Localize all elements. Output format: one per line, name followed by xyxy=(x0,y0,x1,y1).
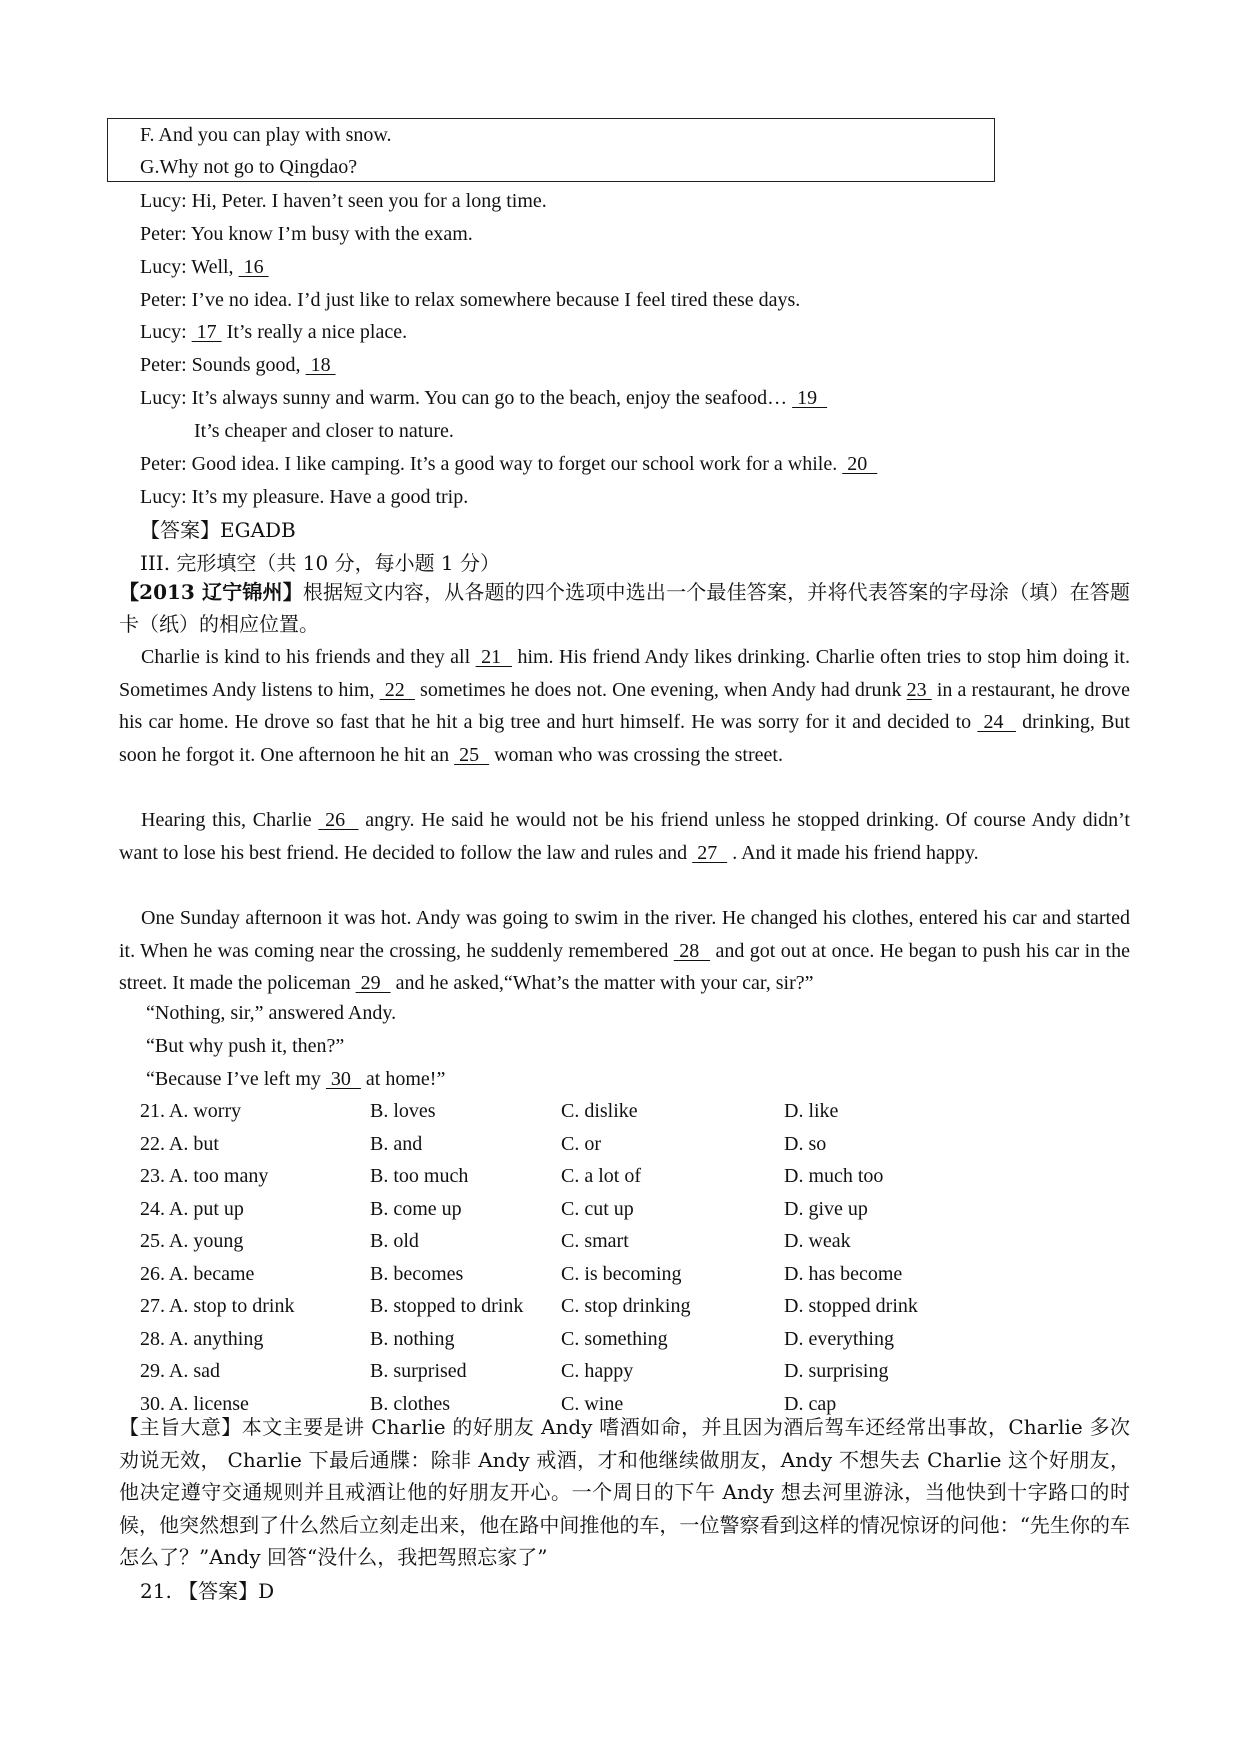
blank-22: 22 xyxy=(379,678,415,701)
passage-text: and he asked,“What’s the matter with your car, sir?” xyxy=(390,972,814,995)
dialogue-line xyxy=(140,451,877,477)
dialogue-line: Lucy: It’s my pleasure. Have a good trip. xyxy=(140,486,469,508)
option-25-d: D. weak xyxy=(784,1230,851,1252)
passage-text: sometimes he does not. One evening, when Andy had drunk xyxy=(414,678,907,701)
option-24-d: D. give up xyxy=(784,1197,868,1220)
instruction-paragraph xyxy=(119,576,1130,640)
box-line-g: G.Why not go to Qingdao? xyxy=(140,156,358,178)
section-title: III. 完形填空（共 10 分，每小题 1 分） xyxy=(140,551,501,575)
option-23-b: B. too much xyxy=(370,1165,469,1187)
option-30-c: C. wine xyxy=(561,1392,624,1415)
passage-text: One Sunday afternoon it was hot. Andy was going to swim in the river. He changed his clothes, entered his car and started it. When he was coming near the crossing, he suddenly remembered xyxy=(119,907,1130,962)
dialogue-line xyxy=(140,385,827,411)
blank-18: 18 xyxy=(305,354,336,376)
blank-16: 16 xyxy=(238,256,269,278)
passage-text: at home!” xyxy=(360,1068,446,1090)
instruction-text: 根据短文内容，从各题的四个选项中选出一个最佳答案，并将代表答案的字母涂（填）在答题卡（纸）的相应位置。 xyxy=(119,580,1130,636)
passage-text: Charlie is kind to his friends and they all xyxy=(141,646,476,668)
option-28-b: B. nothing xyxy=(370,1327,455,1350)
option-26-b: B. becomes xyxy=(370,1262,464,1285)
option-27-a: 27. A. stop to drink xyxy=(140,1295,295,1317)
option-22-d: D. so xyxy=(784,1132,827,1155)
option-26-c: C. is becoming xyxy=(561,1262,682,1285)
dialogue-line xyxy=(140,254,269,280)
passage-paragraph-2 xyxy=(119,804,1130,869)
answer-21: 21. 【答案】D xyxy=(140,1579,275,1603)
option-23-a: 23. A. too many xyxy=(140,1165,269,1187)
option-24-a: 24. A. put up xyxy=(140,1197,244,1220)
option-25-b: B. old xyxy=(370,1230,419,1252)
blank-21: 21 xyxy=(475,646,512,668)
passage-text: Hearing this, Charlie xyxy=(141,809,319,831)
blank-29: 29 xyxy=(355,972,391,995)
dialogue-text: Peter: Good idea. I like camping. It’s a good way to forget our school work for a while. xyxy=(140,453,838,475)
blank-27: 27 xyxy=(692,841,728,864)
option-27-c: C. stop drinking xyxy=(561,1295,691,1317)
dialogue-text: Lucy: xyxy=(140,321,187,343)
option-27-b: B. stopped to drink xyxy=(370,1295,524,1317)
dialogue-line: It’s cheaper and closer to nature. xyxy=(194,420,454,442)
option-26-a: 26. A. became xyxy=(140,1262,255,1285)
blank-26: 26 xyxy=(318,809,359,831)
dialogue-text: It’s really a nice place. xyxy=(221,321,408,343)
option-29-b: B. surprised xyxy=(370,1360,467,1382)
quote-line: “But why push it, then?” xyxy=(146,1035,345,1057)
option-22-b: B. and xyxy=(370,1132,423,1155)
option-24-b: B. come up xyxy=(370,1197,462,1220)
option-30-b: B. clothes xyxy=(370,1392,450,1415)
passage-text: “Because I’ve left my xyxy=(146,1068,326,1090)
passage-text: drinking, But soon he forgot it. One afternoon he hit an xyxy=(119,711,1130,766)
option-27-d: D. stopped drink xyxy=(784,1295,918,1317)
option-25-a: 25. A. young xyxy=(140,1230,244,1252)
dialogue-text: Peter: Sounds good, xyxy=(140,354,301,376)
passage-text: him. His friend Andy likes drinking. Charlie often tries to stop him doing it. Sometimes Andy listens to him, xyxy=(119,646,1130,701)
quote-line xyxy=(146,1066,445,1092)
option-23-c: C. a lot of xyxy=(561,1165,641,1187)
passage-text: woman who was crossing the street. xyxy=(489,743,783,766)
option-29-c: C. happy xyxy=(561,1360,634,1382)
option-26-d: D. has become xyxy=(784,1262,903,1285)
blank-20: 20 xyxy=(842,453,878,475)
passage-paragraph-3 xyxy=(119,902,1130,1000)
option-22-a: 22. A. but xyxy=(140,1132,219,1155)
option-28-c: C. something xyxy=(561,1327,668,1350)
blank-30: 30 xyxy=(325,1068,361,1090)
summary-text: 【主旨大意】本文主要是讲 Charlie 的好朋友 Andy 嗜酒如命，并且因为酒后驾车还经常出事故，Charlie 多次劝说无效， Charlie 下最后通牒：除非 Andy 戒酒，才和他继续做朋友，Andy 不想失去 Charlie 这个好朋友，他决定遵守交通规则并且戒酒让他的好朋友开心。一个周日的下午 Andy 想去河里游泳，当他快到十字路口的时候，他突然想到了什么然后立刻走出来，他在路中间推他的车，一位警察看到这样的情况惊讶的问他：“先生你的车怎么了？”Andy 回答“没什么，我把驾照忘家了” xyxy=(119,1415,1130,1569)
blank-24: 24 xyxy=(977,711,1016,734)
blank-19: 19 xyxy=(792,387,828,409)
passage-text: in a restaurant, he drove his car home. He drove so fast that he hit a big tree and hurt himself. He was sorry for it and decided to xyxy=(119,678,1131,734)
passage-paragraph-1 xyxy=(119,641,1130,771)
passage-text: and got out at once. He began to push his car in the street. It made the policeman xyxy=(119,939,1130,995)
blank-23: 23 xyxy=(906,678,932,701)
option-28-d: D. everything xyxy=(784,1327,894,1350)
option-30-d: D. cap xyxy=(784,1392,837,1415)
option-25-c: C. smart xyxy=(561,1230,629,1252)
option-21-d: D. like xyxy=(784,1100,839,1122)
option-23-d: D. much too xyxy=(784,1165,884,1187)
option-24-c: C. cut up xyxy=(561,1197,634,1220)
quote-line: “Nothing, sir,” answered Andy. xyxy=(146,1002,397,1024)
source-tag: 【2013 辽宁锦州】 xyxy=(119,580,303,604)
blank-25: 25 xyxy=(454,743,490,766)
option-29-d: D. surprising xyxy=(784,1360,889,1382)
blank-28: 28 xyxy=(673,939,711,962)
answer-line: 【答案】EGADB xyxy=(140,518,296,542)
dialogue-line xyxy=(140,319,407,345)
dialogue-line xyxy=(140,352,336,378)
option-21-b: B. loves xyxy=(370,1100,436,1122)
box-line-f: F. And you can play with snow. xyxy=(140,124,392,146)
option-30-a: 30. A. license xyxy=(140,1392,249,1415)
blank-17: 17 xyxy=(191,321,222,343)
option-29-a: 29. A. sad xyxy=(140,1360,220,1382)
dialogue-text: Lucy: It’s always sunny and warm. You can go to the beach, enjoy the seafood… xyxy=(140,387,788,409)
summary-paragraph xyxy=(119,1411,1130,1574)
option-21-a: 21. A. worry xyxy=(140,1100,242,1122)
dialogue-line: Peter: I’ve no idea. I’d just like to relax somewhere because I feel tired these days. xyxy=(140,289,801,311)
option-21-c: C. dislike xyxy=(561,1100,638,1122)
option-22-c: C. or xyxy=(561,1132,601,1155)
passage-text: angry. He said he would not be his friend unless he stopped drinking. Of course Andy didn’t want to lose his best friend. He decided to follow the law and rules and xyxy=(119,809,1130,864)
dialogue-text: Lucy: Well, xyxy=(140,256,234,278)
dialogue-line: Peter: You know I’m busy with the exam. xyxy=(140,223,473,245)
dialogue-line: Lucy: Hi, Peter. I haven’t seen you for a long time. xyxy=(140,190,547,212)
passage-text: . And it made his friend happy. xyxy=(727,841,979,864)
option-28-a: 28. A. anything xyxy=(140,1327,264,1350)
